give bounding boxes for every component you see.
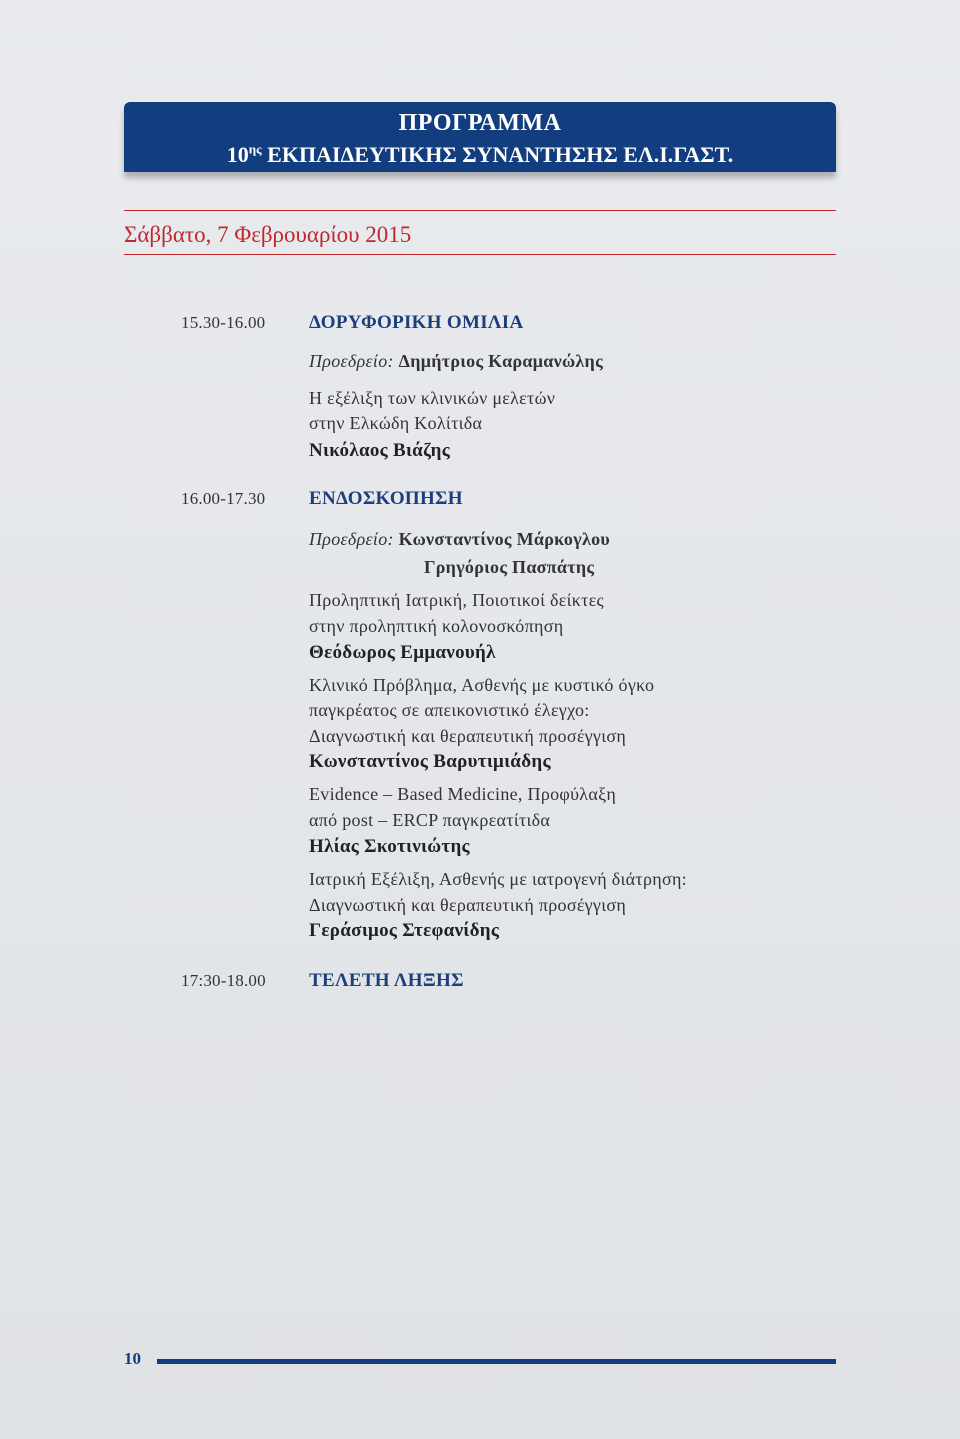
chair-name: Κωνσταντίνος Μάρκογλου [398,529,611,549]
program-subtitle [124,142,836,168]
chair-name: Δημήτριος Καραμανώλης [398,351,603,371]
talk-title-line: παγκρέατος σε απεικονιστικό έλεγχο: [309,700,590,720]
program-title: ΠΡΟΓΡΑΜΜΑ [398,110,562,136]
session-time: 15.30-16.00 [181,313,266,332]
chair-label: Προεδρείο: [309,351,394,371]
chair-label: Προεδρείο: [309,529,394,549]
date-top-rule [124,210,836,211]
speaker-name: Νικόλαος Βιάζης [309,440,451,461]
event-date: Σάββατο, 7 Φεβρουαρίου 2015 [124,222,412,247]
subtitle-number: 10 [226,142,249,167]
session-title: ΕΝΔΟΣΚΟΠΗΣΗ [309,488,463,509]
speaker-name: Ηλίας Σκοτινιώτης [309,836,470,857]
chair-row [309,529,610,550]
talk-title-line: στην προληπτική κολονοσκόπηση [309,616,564,636]
talk-title-line: Κλινικό Πρόβλημα, Ασθενής με κυστικό όγκο [309,675,655,695]
chair-row [309,351,603,372]
talk-title-line: Διαγνωστική και θεραπευτική προσέγγιση [309,895,627,915]
talk-title-line: Προληπτική Ιατρική, Ποιοτικοί δείκτες [309,590,604,610]
talk-title-line: στην Ελκώδη Κολίτιδα [309,413,483,433]
subtitle-ordinal: ης [248,141,262,157]
talk-title-line: από post – ERCP παγκρεατίτιδα [309,810,551,830]
page-number: 10 [124,1349,141,1368]
session-time: 16.00-17.30 [181,489,266,508]
program-header-banner [124,102,836,172]
session-time: 17:30-18.00 [181,971,266,990]
subtitle-text: ΕΚΠΑΙΔΕΥΤΙΚΗΣ ΣΥΝΑΝΤΗΣΗΣ ΕΛ.Ι.ΓΑΣΤ. [267,142,734,167]
talk-title-line: Διαγνωστική και θεραπευτική προσέγγιση [309,726,627,746]
speaker-name: Γεράσιμος Στεφανίδης [309,920,500,941]
footer-rule [157,1359,836,1364]
speaker-name: Κωνσταντίνος Βαρυτιμιάδης [309,751,551,772]
session-title: ΔΟΡΥΦΟΡΙΚΗ ΟΜΙΛΙΑ [309,312,524,333]
talk-title-line: Evidence – Based Medicine, Προφύλαξη [309,784,617,804]
chair-name: Γρηγόριος Πασπάτης [424,557,595,577]
date-bottom-rule [124,254,836,255]
talk-title-line: Η εξέλιξη των κλινικών μελετών [309,388,556,408]
speaker-name: Θεόδωρος Εμμανουήλ [309,642,496,663]
session-title: ΤΕΛΕΤΗ ΛΗΞΗΣ [309,970,464,991]
talk-title-line: Ιατρική Εξέλιξη, Ασθενής με ιατρογενή διάτρηση: [309,869,687,889]
